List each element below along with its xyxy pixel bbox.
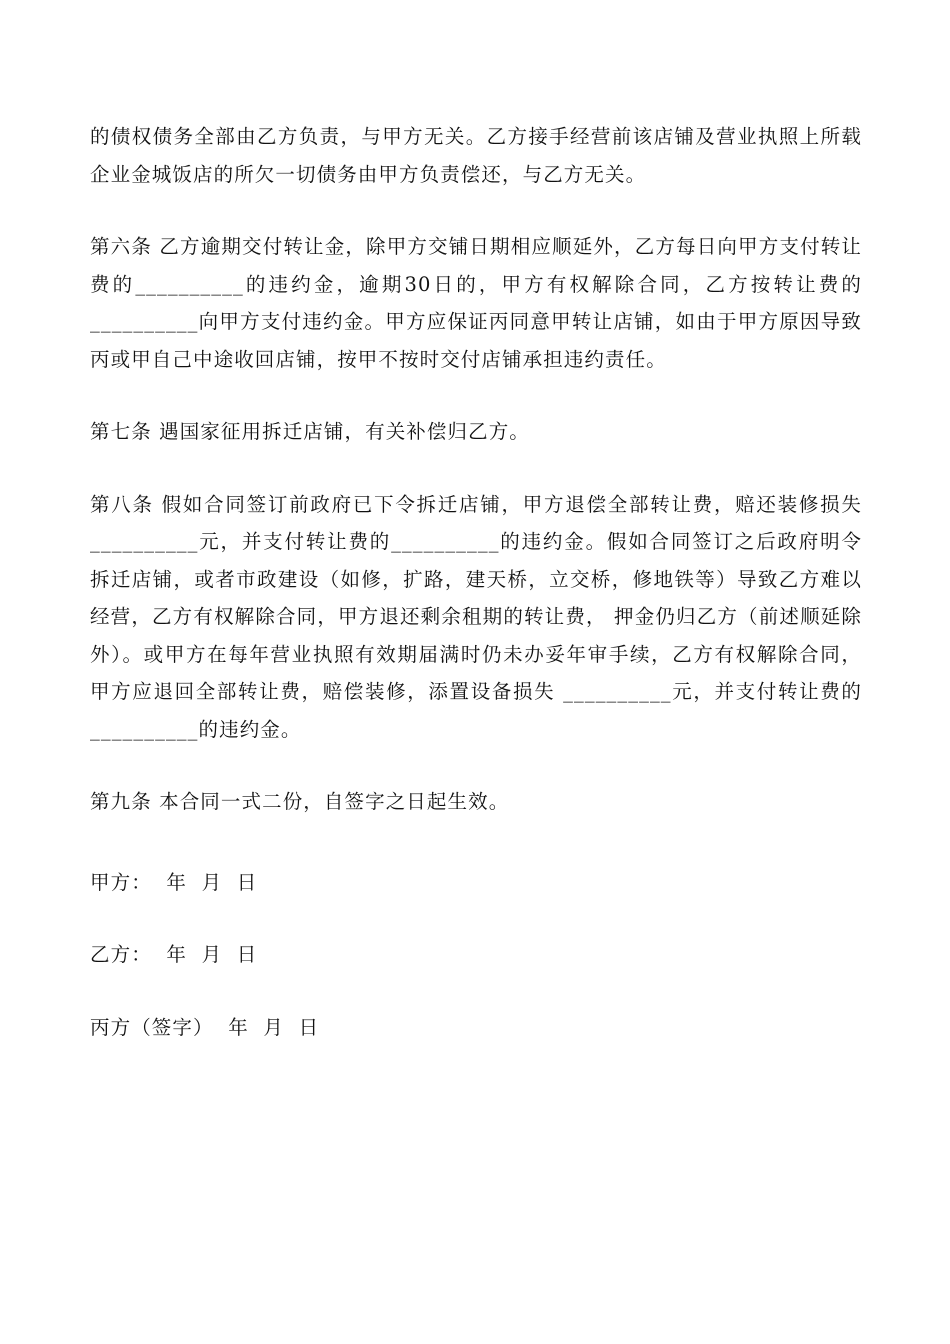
paragraph-article-7: 第七条 遇国家征用拆迁店铺，有关补偿归乙方。	[90, 420, 530, 443]
paragraph-debt-clause: 的债权债务全部由乙方负责，与甲方无关。乙方接手经营前该店铺及营业执照上所载企业金城饭店的所欠一切债务由甲方负责偿还，与乙方无关。	[90, 125, 862, 186]
contract-page	[90, 118, 862, 1081]
signature-party-c: 丙方（签字） 年 月 日	[90, 1015, 320, 1039]
paragraph-article-6: 第六条 乙方逾期交付转让金，除甲方交铺日期相应顺延外，乙方每日向甲方支付转让费的__________的违约金，逾期30日的，甲方有权解除合同，乙方按转让费的__________向甲方支付违约金。甲方应保证丙同意甲转让店铺，如由于甲方原因导致丙或甲自己中途收回店铺，按甲不按时交付店铺承担违约责任。	[90, 235, 862, 371]
signature-party-a: 甲方： 年 月 日	[90, 870, 258, 894]
signature-party-b: 乙方： 年 月 日	[90, 943, 258, 966]
paragraph-article-9: 第九条 本合同一式二份，自签字之日起生效。	[90, 790, 510, 813]
paragraph-article-8: 第八条 假如合同签订前政府已下令拆迁店铺，甲方退偿全部转让费，赔还装修损失__________元，并支付转让费的__________的违约金。假如合同签订之后政府明令拆迁店铺，或者市政建设（如修，扩路，建天桥，立交桥，修地铁等）导致乙方难以经营，乙方有权解除合同，甲方退还剩余租期的转让费， 押金仍归乙方（前述顺延除外）。或甲方在每年营业执照有效期届满时仍未办妥年审手续，乙方有权解除合同，甲方应退回全部转让费，赔偿装修，添置设备损失 __________元，并支付转让费的__________的违约金。	[90, 492, 862, 741]
